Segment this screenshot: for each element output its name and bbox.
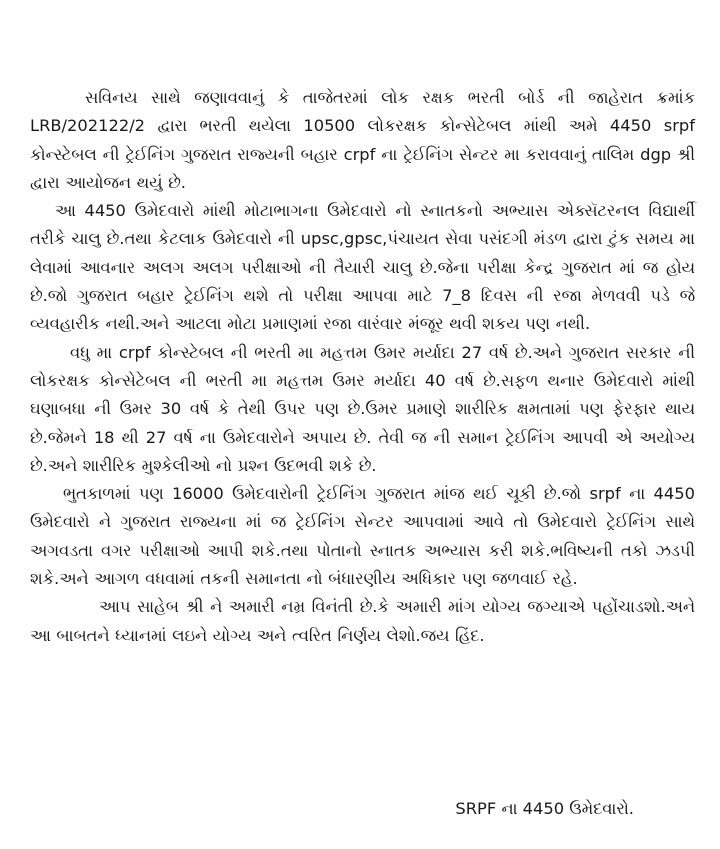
signature-line: SRPF ના 4450 ઉમેદવારો. [455,799,634,818]
letter-body [30,84,695,650]
paragraph-training-announcement: સવિનય સાથે જણાવવાનું કે તાજેતરમાં લોક રક્ષક ભરતી બોર્ડ ની જાહેરાત ક્રમાંક LRB/202122/2 દ્વારા ભરતી થયેલા 10500 લોકરક્ષક કોન્સેટેબલ માંથી અમે 4450 srpf કોન્સ્ટેબલ ની ટ્રેઈનિંગ ગુજરાત રાજ્યની બહાર crpf ના ટ્રેઈનિંગ સેન્ટર મા કરાવવાનું તાલિમ dgp શ્રી દ્વારા આયોજન થયું છે. [30,88,695,192]
paragraph-request: આપ સાહેબ શ્રી ને અમારી નમ્ર વિનંતી છે.કે અમારી માંગ યોગ્ય જગ્યાએ પહોંચાડશો.અને આ બાબતને ધ્યાનમાં લઇને યોગ્ય અને ત્વરિત નિર્ણય લેશો.જય હિંદ. [30,597,695,645]
paragraph-past-training: ભુતકાળમાં પણ 16000 ઉમેદવારોની ટ્રેઈનિંગ ગુજરાત માંજ થઈ ચૂકી છે.જો srpf ના 4450 ઉમેદવારો ને ગુજરાત રાજ્યના માં જ ટ્રેઈનિંગ સેન્ટર આપવામાં આવે તો ઉમેદવારો ટ્રેઈનિંગ સાથે અગવડતા વગર પરીક્ષાઓ આપી શકે.તથા પોતાનો સ્નાતક અભ્યાસ કરી શકે.ભવિષ્યની તકો ઝડપી શકે.અને આગળ વધવામાં તકની સમાનતા નો બંધારણીય અધિકાર પણ જળવાઈ રહે. [30,484,695,589]
paragraph-age-limit: વધુ મા crpf કોન્સ્ટેબલ ની ભરતી મા મહત્તમ ઉમર મર્યાદા 27 વર્ષ છે.અને ગુજરાત સરકાર ની લોકરક્ષક કોન્સેટેબલ ની ભરતી મા મહત્તમ ઉમર મર્યાદા 40 વર્ષ છે.સફળ થનાર ઉમેદવારો માંથી ઘણાબધા ની ઉમર 30 વર્ષ કે તેથી ઉપર પણ છે.ઉમર પ્રમાણે શારીરિક ક્ષમતામાં પણ ફેરફાર થાય છે.જેમને 18 થી 27 વર્ષ ના ઉમેદવારોને અપાય છે. તેવી જ ની સમાન ટ્રેઈનિંગ આપવી એ અયોગ્ય છે.અને શારીરિક મુશ્કેલીઓ નો પ્રશ્ન ઉદભવી શકે છે. [30,342,695,475]
paragraph-exam-preparation: આ 4450 ઉમેદવારો માંથી મોટાભાગના ઉમેદવારો નો સ્નાતકનો અભ્યાસ એક્સૅટરનલ વિદ્યાર્થી તરીકે ચાલુ છે.તથા કેટલાક ઉમેદવારો ની upsc,gpsc,પંચાયત સેવા પસંદગી મંડળ દ્વારા ટુંક સમય મા લેવામાં આવનાર અલગ અલગ પરીક્ષાઓ ની તૈયારી ચાલુ છે.જેના પરીક્ષા કેન્દ્ર ગુજરાત માં જ હોય છે.જો ગુજરાત બહાર ટ્રેઈનિંગ થશે તો પરીક્ષા આપવા માટે 7_8 દિવસ ની રજા મેળવવી પડે જે વ્યવહારીક નથી.અને આટલા મોટા પ્રમાણમાં રજા વારંવાર મંજૂર થવી શકય પણ નથી. [30,201,695,334]
